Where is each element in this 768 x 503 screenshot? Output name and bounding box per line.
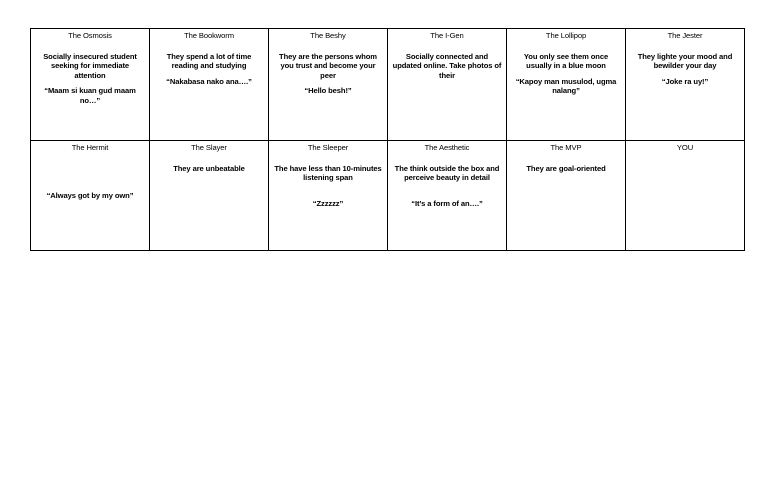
card-title: The Osmosis bbox=[68, 31, 112, 40]
card-quote: “Nakabasa nako ana….” bbox=[166, 76, 252, 86]
card-lollipop bbox=[507, 29, 626, 141]
card-title: The Sleeper bbox=[307, 143, 349, 152]
card-quote: “Always got by my own” bbox=[46, 190, 134, 200]
personality-grid bbox=[30, 28, 745, 251]
card-title: The MVP bbox=[550, 143, 582, 152]
card-quote: “Maam si kuan gud maam no…” bbox=[44, 86, 136, 105]
card-osmosis bbox=[31, 29, 150, 141]
card-description: Socially insecured student seeking for immediate attention bbox=[43, 51, 137, 80]
card-mvp bbox=[507, 141, 626, 251]
card-jester bbox=[626, 29, 745, 141]
card-quote: “Joke ra uy!” bbox=[661, 76, 709, 86]
card-beshy bbox=[269, 29, 388, 141]
card-title: YOU bbox=[676, 143, 694, 152]
card-title: The Jester bbox=[667, 31, 703, 40]
card-description: They lighte your mood and bewilder your day bbox=[637, 51, 733, 71]
card-title: The I-Gen bbox=[430, 31, 464, 40]
card-description: They are goal-oriented bbox=[526, 163, 606, 173]
card-description: The think outside the box and perceive beauty in detail bbox=[394, 163, 500, 183]
card-quote: “It’s a form of an….” bbox=[411, 198, 483, 208]
card-bookworm bbox=[150, 29, 269, 141]
card-quote: “Hello besh!” bbox=[304, 86, 352, 96]
card-sleeper bbox=[269, 141, 388, 251]
card-quote: “Zzzzzz” bbox=[312, 198, 344, 208]
card-description: Socially connected and updated online. Take photos of their bbox=[392, 51, 502, 80]
grid-row bbox=[31, 141, 745, 251]
card-title: The Slayer bbox=[191, 143, 227, 152]
card-slayer bbox=[150, 141, 269, 251]
card-description: They spend a lot of time reading and studying bbox=[166, 51, 252, 71]
card-description: They are the persons whom you trust and become your peer bbox=[279, 51, 377, 80]
card-description: They are unbeatable bbox=[173, 163, 245, 173]
card-you bbox=[626, 141, 745, 251]
card-description: The have less than 10-minutes listening span bbox=[274, 163, 382, 183]
card-aesthetic bbox=[388, 141, 507, 251]
card-quote: “Kapoy man musulod, ugma nalang” bbox=[515, 76, 617, 96]
card-title: The Bookworm bbox=[184, 31, 234, 40]
card-description: You only see them once usually in a blue moon bbox=[523, 51, 609, 71]
grid-row bbox=[31, 29, 745, 141]
card-title: The Aesthetic bbox=[424, 143, 470, 152]
card-title: The Beshy bbox=[310, 31, 346, 40]
card-i-gen bbox=[388, 29, 507, 141]
card-hermit bbox=[31, 141, 150, 251]
card-title: The Lollipop bbox=[545, 31, 587, 40]
card-title: The Hermit bbox=[71, 143, 109, 152]
